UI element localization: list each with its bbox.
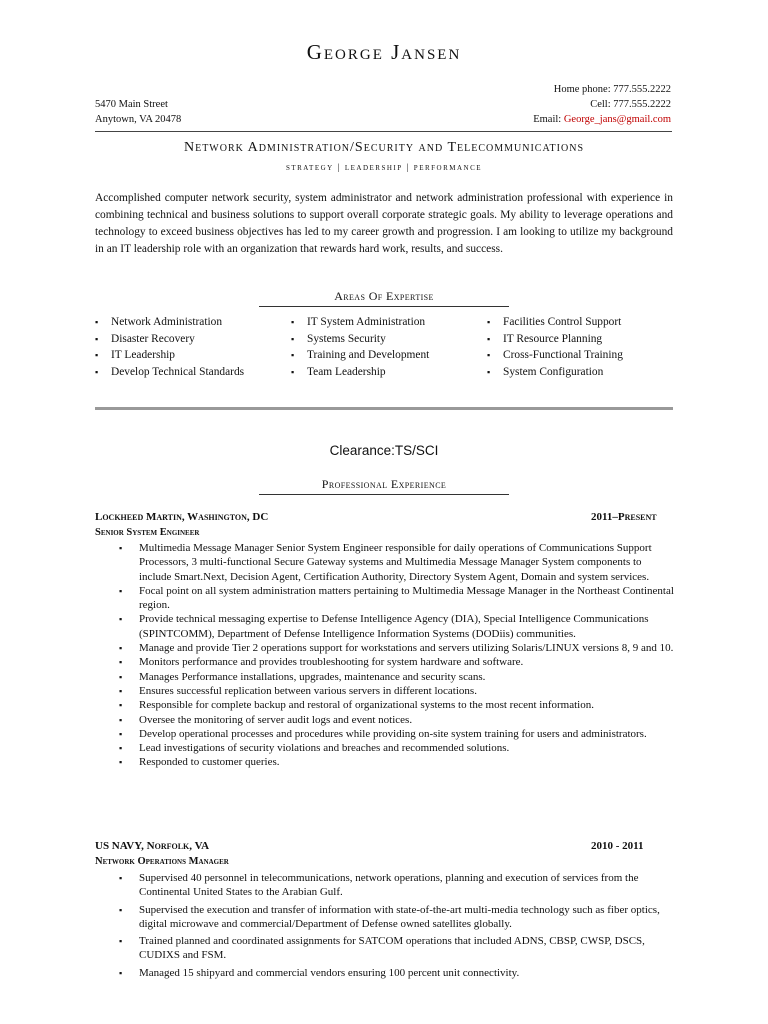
job-company: US NAVY, Norfolk, VA bbox=[95, 840, 210, 852]
job-duty-item: ▪ Provide technical messaging expertise to Defense Intelligence Agency (DIA), Special Intelligence Communications (SPINTCOMM), Department of Defense Intelligence Information Systems (DODiis) communities. bbox=[119, 612, 674, 641]
expertise-column-1 bbox=[95, 314, 244, 381]
clearance-line bbox=[0, 443, 768, 458]
job-duty-item: ▪ Multimedia Message Manager Senior System Engineer responsible for daily operations of Communications Support Processors, 3 multi-functional Secure Gateway systems and Multimedia Message Manager System components to include Smart.Next, Decision Agent, Certification Authority, Directory System Agent, Domain and system services. bbox=[119, 541, 674, 584]
job-duty-item: ▪ Focal point on all system administration matters pertaining to Multimedia Message Manager in the Northeast Continental region. bbox=[119, 584, 674, 613]
home-phone-label: Home phone: bbox=[553, 84, 611, 95]
clearance-label: Clearance: bbox=[329, 443, 395, 458]
expertise-column-2 bbox=[291, 314, 429, 381]
expertise-title: Areas Of Expertise bbox=[334, 289, 434, 303]
email-label: Email: bbox=[533, 114, 562, 125]
expertise-item: ▪ Team Leadership bbox=[291, 364, 429, 381]
job-company: Lockheed Martin, Washington, DC bbox=[95, 511, 269, 523]
home-phone-value: 777.555.2222 bbox=[613, 84, 671, 95]
job-dates: 2010 - 2011 bbox=[591, 840, 644, 852]
section-divider bbox=[95, 407, 673, 410]
headline: Network Administration/Security and Telecommunications bbox=[183, 140, 585, 155]
job-duty-item: ▪ Ensures successful replication between various servers in different locations. bbox=[119, 684, 674, 698]
experience-title-rule bbox=[259, 494, 509, 495]
expertise-title-rule bbox=[259, 306, 509, 307]
job-duty-item: ▪ Supervised the execution and transfer of information with state-of-the-art multi-media technology such as fiber optics, digital microwave and commercial/Department of Defense owned satellites globally. bbox=[119, 903, 674, 932]
expertise-item: ▪ Systems Security bbox=[291, 331, 429, 348]
job-dates: 2011–Present bbox=[591, 511, 657, 523]
expertise-item: ▪ Facilities Control Support bbox=[487, 314, 623, 331]
cell-phone-line bbox=[533, 97, 671, 112]
address-street: 5470 Main Street bbox=[95, 99, 168, 110]
subheadline: strategy | leadership | performance bbox=[285, 163, 483, 173]
expertise-item: ▪ Cross-Functional Training bbox=[487, 347, 623, 364]
job-duty-item: ▪ Lead investigations of security violations and breaches and recommended solutions. bbox=[119, 741, 674, 755]
contact-block bbox=[533, 82, 671, 127]
job-duty-item: ▪ Responded to customer queries. bbox=[119, 755, 674, 769]
expertise-item: ▪ IT System Administration bbox=[291, 314, 429, 331]
job-duties-list bbox=[119, 541, 674, 770]
expertise-item: ▪ Network Administration bbox=[95, 314, 244, 331]
header-rule bbox=[95, 131, 672, 132]
job-duty-item: ▪ Supervised 40 personnel in telecommunications, network operations, planning and execution of services from the Continental United States to the Arabian Gulf. bbox=[119, 871, 674, 900]
cell-label: Cell: bbox=[590, 99, 611, 110]
email-line bbox=[533, 112, 671, 127]
clearance-value: TS/SCI bbox=[394, 443, 439, 458]
expertise-item: ▪ Disaster Recovery bbox=[95, 331, 244, 348]
job-duty-item: ▪ Develop operational processes and procedures while providing on-site system training for users and administrators. bbox=[119, 727, 674, 741]
expertise-item: ▪ IT Leadership bbox=[95, 347, 244, 364]
job-duty-item: ▪ Responsible for complete backup and restoral of organizational systems to the most recent information. bbox=[119, 698, 674, 712]
expertise-item: ▪ Training and Development bbox=[291, 347, 429, 364]
expertise-item: ▪ Develop Technical Standards bbox=[95, 364, 244, 381]
job-duty-item: ▪ Manages Performance installations, upgrades, maintenance and security scans. bbox=[119, 670, 674, 684]
email-link[interactable]: George_jans@gmail.com bbox=[563, 114, 671, 125]
expertise-item: ▪ IT Resource Planning bbox=[487, 331, 623, 348]
address-block bbox=[95, 97, 181, 127]
summary-paragraph: Accomplished computer network security, system administrator and network administration professional with experience in combining technical and business solutions to support overall corporate strategic goals. My ability to leverage operations and technology to exceed business objectives has led to my career growth and progression. I am looking to utilize my background in an IT leadership role with an organization that rewards hard work, results, and success. bbox=[95, 192, 673, 255]
job-title: Senior System Engineer bbox=[95, 527, 200, 538]
job-title: Network Operations Manager bbox=[95, 856, 229, 867]
cell-value: 777.555.2222 bbox=[613, 99, 671, 110]
job-duty-item: ▪ Manage and provide Tier 2 operations support for workstations and servers utilizing Solaris/LINUX versions 8, 9 and 10. bbox=[119, 641, 674, 655]
experience-title: Professional Experience bbox=[321, 477, 447, 491]
job-duty-item: ▪ Managed 15 shipyard and commercial vendors ensuring 100 percent unit connectivity. bbox=[119, 966, 674, 980]
candidate-name: George Jansen bbox=[306, 40, 462, 64]
job-duties-list bbox=[119, 871, 674, 983]
expertise-column-3 bbox=[487, 314, 623, 381]
address-city: Anytown, VA 20478 bbox=[95, 114, 182, 125]
job-duty-item: ▪ Monitors performance and provides troubleshooting for system hardware and software. bbox=[119, 655, 674, 669]
home-phone-line bbox=[533, 82, 671, 97]
expertise-item: ▪ System Configuration bbox=[487, 364, 623, 381]
job-duty-item: ▪ Oversee the monitoring of server audit logs and event notices. bbox=[119, 713, 674, 727]
job-duty-item: ▪ Trained planned and coordinated assignments for SATCOM operations that included ADNS, CBSP, CWSP, DSCS, CUDIXS and FSM. bbox=[119, 934, 674, 963]
